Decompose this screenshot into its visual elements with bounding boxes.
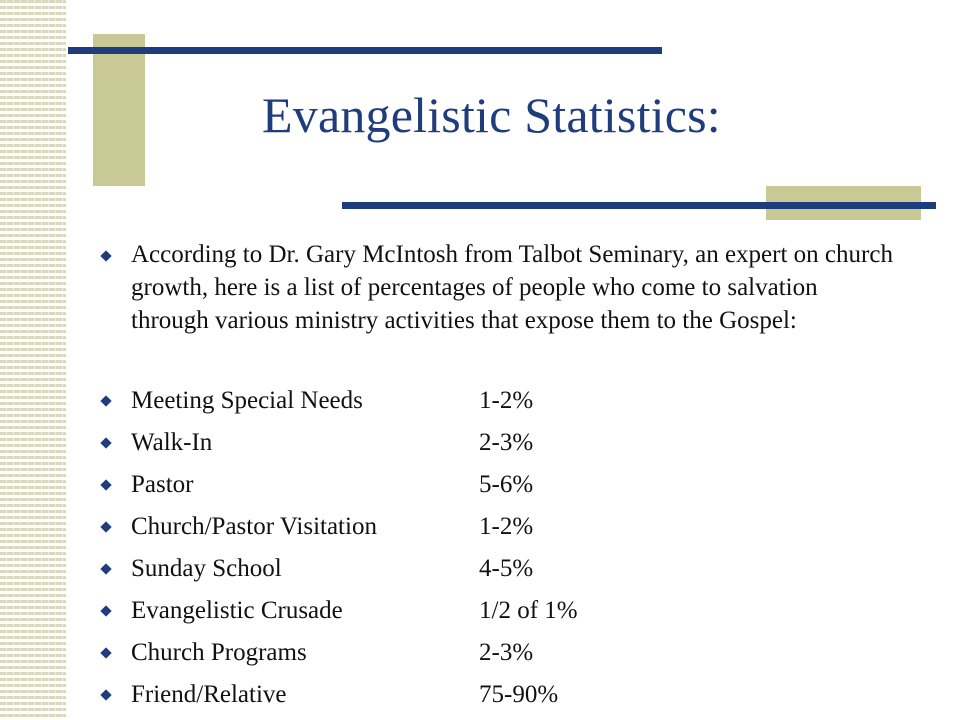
- diamond-bullet-icon: [100, 605, 111, 616]
- item-value: 1-2%: [479, 387, 534, 414]
- list-item: [100, 552, 900, 594]
- diamond-bullet-icon: [100, 521, 111, 532]
- list-item: [100, 510, 900, 552]
- item-value: 4-5%: [479, 555, 534, 582]
- diamond-bullet-icon: [100, 479, 111, 490]
- diamond-bullet-icon: [100, 689, 111, 700]
- item-value: 75-90%: [479, 681, 559, 708]
- item-value: 2-3%: [479, 429, 534, 456]
- diamond-bullet-icon: [100, 437, 111, 448]
- item-label: Meeting Special Needs: [131, 387, 363, 414]
- diamond-bullet-icon: [100, 563, 111, 574]
- item-value: 1-2%: [479, 513, 534, 540]
- title-rule-bottom: [342, 202, 936, 209]
- intro-bullet: [100, 238, 900, 337]
- item-value: 5-6%: [479, 471, 534, 498]
- list-item: [100, 678, 900, 720]
- item-value: 2-3%: [479, 639, 534, 666]
- diamond-bullet-icon: [100, 250, 111, 261]
- item-label: Walk-In: [131, 429, 213, 456]
- item-label: Sunday School: [131, 555, 282, 582]
- list-item: [100, 426, 900, 468]
- title-rule-top: [68, 47, 662, 54]
- list-item: [100, 594, 900, 636]
- intro-text: According to Dr. Gary McIntosh from Talbot Seminary, an expert on church growth, here is a list of percentages of people who come to salvation through various ministry activities that expose them to the Gospel:: [131, 241, 893, 334]
- item-label: Evangelistic Crusade: [131, 597, 343, 624]
- item-label: Church/Pastor Visitation: [131, 513, 377, 540]
- list-item: [100, 384, 900, 426]
- item-label: Pastor: [131, 471, 194, 498]
- statistics-list: [100, 384, 900, 720]
- diamond-bullet-icon: [100, 395, 111, 406]
- list-item: [100, 468, 900, 510]
- item-value: 1/2 of 1%: [479, 597, 578, 624]
- left-stripe-pattern: [0, 0, 66, 720]
- slide-title: Evangelistic Statistics:: [262, 87, 721, 143]
- item-label: Friend/Relative: [131, 681, 287, 708]
- diamond-bullet-icon: [100, 647, 111, 658]
- item-label: Church Programs: [131, 639, 307, 666]
- list-item: [100, 636, 900, 678]
- accent-block-left: [93, 34, 145, 186]
